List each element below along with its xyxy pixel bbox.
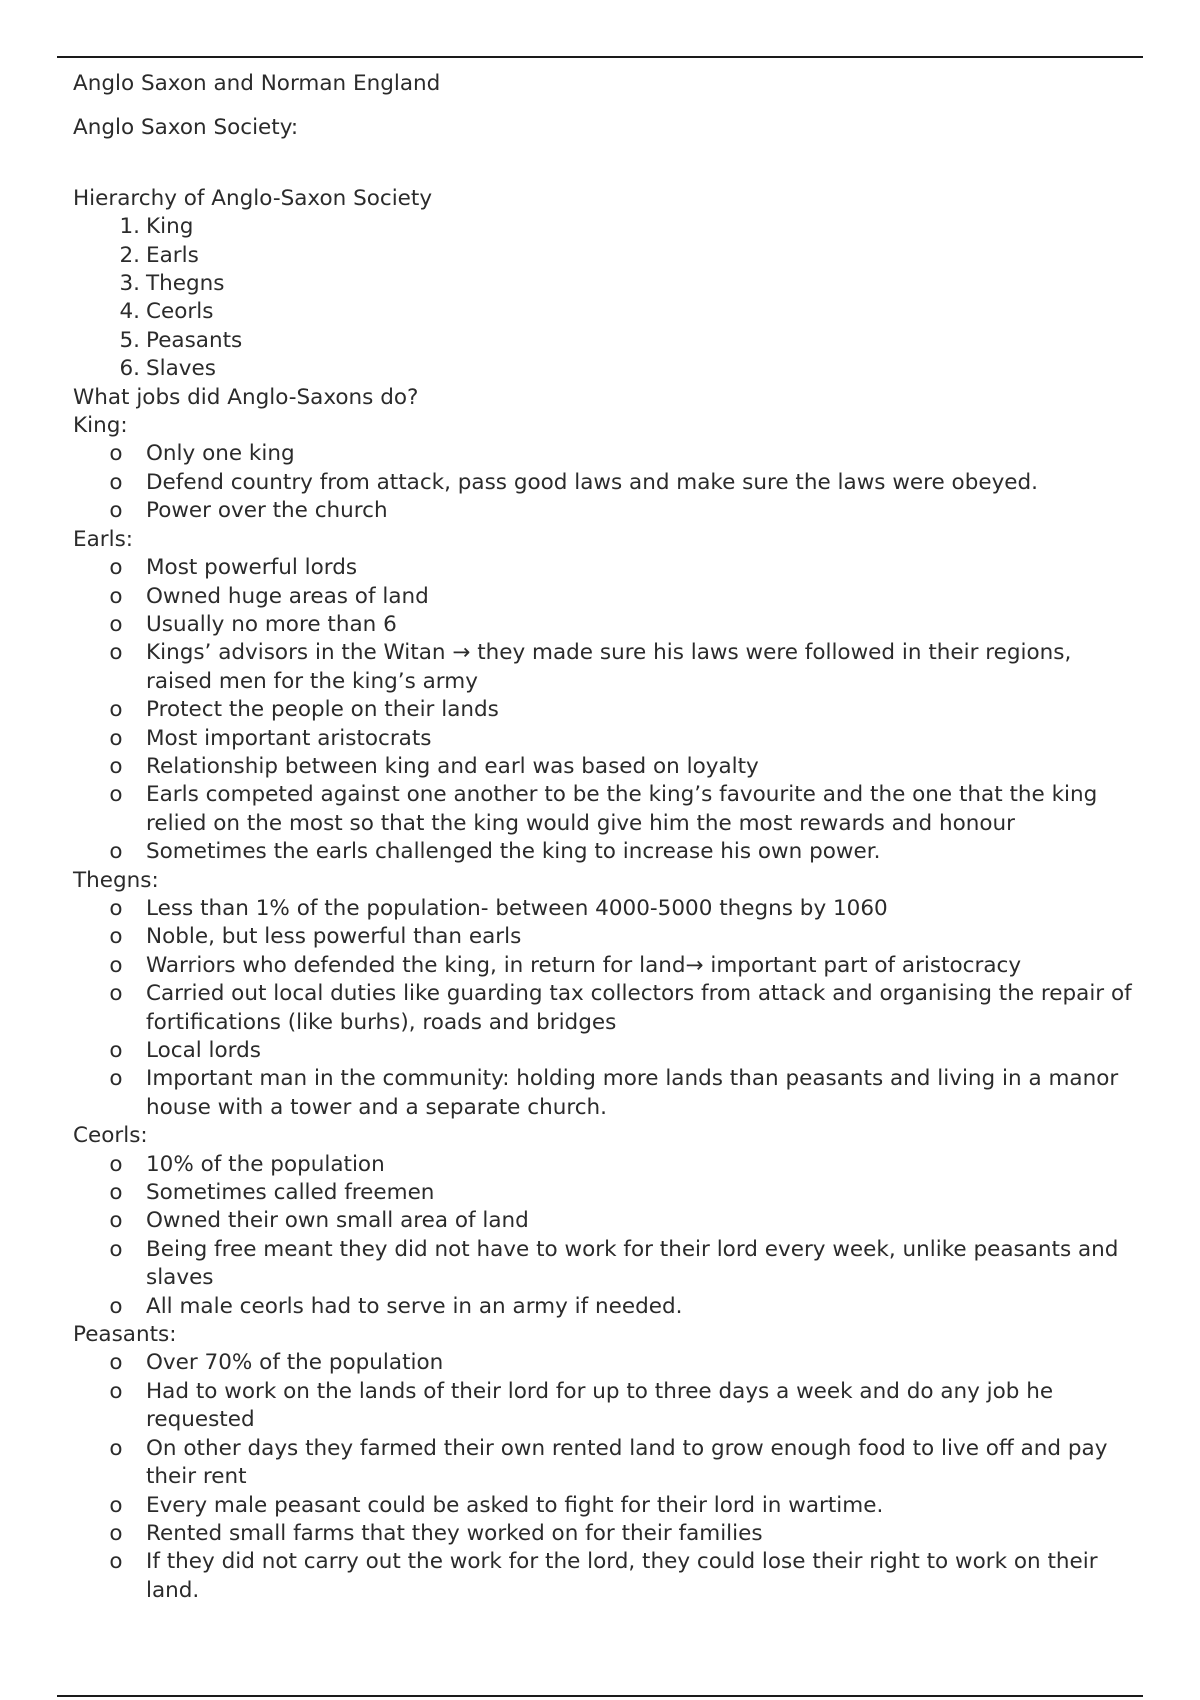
list-item-text: Usually no more than 6 bbox=[146, 611, 397, 637]
list-item-text: Power over the church bbox=[146, 498, 388, 524]
bullet-icon: o bbox=[109, 1038, 123, 1063]
bottom-rule bbox=[57, 1695, 1143, 1697]
list-item bbox=[73, 753, 1143, 781]
list-item bbox=[73, 583, 1143, 611]
hierarchy-item bbox=[73, 242, 1143, 270]
list-item bbox=[73, 1378, 1143, 1435]
role-sections bbox=[73, 412, 1143, 1605]
list-item-text: Owned huge areas of land bbox=[146, 583, 429, 609]
bullet-icon: o bbox=[109, 753, 123, 779]
list-item bbox=[73, 1065, 1143, 1122]
bullet-icon: o bbox=[109, 782, 123, 808]
section-bullet-list bbox=[73, 1151, 1143, 1321]
list-item-text: Important man in the community: holding more lands than peasants and living in a manor house with a tower and a separate church. bbox=[146, 1066, 1119, 1120]
bullet-icon: o bbox=[109, 611, 123, 637]
hierarchy-list bbox=[73, 213, 1143, 383]
list-item bbox=[73, 554, 1143, 582]
list-item-text: Sometimes called freemen bbox=[146, 1180, 435, 1206]
bullet-icon: o bbox=[109, 697, 123, 723]
bullet-icon: o bbox=[109, 1435, 123, 1461]
list-number: 1. bbox=[119, 214, 140, 240]
bullet-icon: o bbox=[109, 981, 123, 1007]
list-item-text: Relationship between king and earl was based on loyalty bbox=[146, 753, 759, 779]
bullet-icon: o bbox=[109, 725, 123, 751]
list-item-text: Over 70% of the population bbox=[146, 1350, 444, 1376]
list-item-text: All male ceorls had to serve in an army if needed. bbox=[146, 1293, 683, 1319]
hierarchy-item-label: Ceorls bbox=[146, 299, 214, 325]
bullet-icon: o bbox=[109, 839, 123, 865]
list-item bbox=[73, 696, 1143, 724]
list-item bbox=[73, 1037, 1143, 1065]
list-number: 2. bbox=[119, 242, 140, 268]
bullet-icon: o bbox=[109, 1180, 123, 1206]
hierarchy-item bbox=[73, 213, 1143, 241]
bullet-icon: o bbox=[109, 924, 123, 950]
bullet-icon: o bbox=[109, 1350, 123, 1376]
document-subtitle: Anglo Saxon Society: bbox=[73, 115, 299, 141]
list-item-text: Local lords bbox=[146, 1038, 261, 1063]
list-item-text: Defend country from attack, pass good laws and make sure the laws were obeyed. bbox=[146, 469, 1039, 495]
list-item-text: 10% of the population bbox=[146, 1151, 385, 1177]
bullet-icon: o bbox=[109, 640, 123, 666]
document-body bbox=[73, 70, 1143, 1605]
bullet-icon: o bbox=[109, 1378, 123, 1404]
bullet-icon: o bbox=[109, 1549, 123, 1575]
bullet-icon: o bbox=[109, 952, 123, 978]
section-heading: Ceorls: bbox=[73, 1123, 148, 1149]
list-item bbox=[73, 1179, 1143, 1207]
list-number: 5. bbox=[119, 327, 140, 353]
section-heading: Thegns: bbox=[73, 867, 159, 893]
hierarchy-item bbox=[73, 270, 1143, 298]
bullet-icon: o bbox=[109, 1066, 123, 1092]
top-rule bbox=[57, 56, 1143, 58]
list-item-text: Owned their own small area of land bbox=[146, 1208, 529, 1234]
list-item bbox=[73, 725, 1143, 753]
list-item bbox=[73, 1435, 1143, 1492]
list-item bbox=[73, 923, 1143, 951]
hierarchy-item bbox=[73, 298, 1143, 326]
bullet-icon: o bbox=[109, 1520, 123, 1546]
bullet-icon: o bbox=[109, 555, 123, 581]
section-bullet-list bbox=[73, 1349, 1143, 1605]
list-number: 6. bbox=[119, 356, 140, 382]
list-item-text: Warriors who defended the king, in return for land→ important part of aristocracy bbox=[146, 952, 1022, 978]
list-item-text: Kings’ advisors in the Witan → they made sure his laws were followed in their regions, raised men for the king’s army bbox=[146, 640, 1072, 694]
hierarchy-item-label: Earls bbox=[146, 242, 199, 268]
list-item bbox=[73, 1349, 1143, 1377]
list-item-text: Most important aristocrats bbox=[146, 725, 432, 751]
section-heading: King: bbox=[73, 413, 128, 439]
document-title: Anglo Saxon and Norman England bbox=[73, 71, 441, 96]
hierarchy-item-label: King bbox=[146, 214, 194, 240]
hierarchy-item-label: Slaves bbox=[146, 356, 216, 382]
list-item-text: Every male peasant could be asked to fight for their lord in wartime. bbox=[146, 1492, 884, 1518]
list-number: 4. bbox=[119, 299, 140, 325]
bullet-icon: o bbox=[109, 1293, 123, 1319]
section-bullet-list bbox=[73, 554, 1143, 866]
list-item bbox=[73, 469, 1143, 497]
section-bullet-list bbox=[73, 895, 1143, 1122]
list-item bbox=[73, 1236, 1143, 1293]
list-item-text: Noble, but less powerful than earls bbox=[146, 924, 522, 950]
list-item-text: Had to work on the lands of their lord for up to three days a week and do any job he requested bbox=[146, 1378, 1054, 1433]
list-item-text: On other days they farmed their own rented land to grow enough food to live off and pay their rent bbox=[146, 1435, 1108, 1490]
jobs-question: What jobs did Anglo-Saxons do? bbox=[73, 384, 419, 410]
bullet-icon: o bbox=[109, 498, 123, 524]
list-item bbox=[73, 781, 1143, 838]
list-item bbox=[73, 497, 1143, 525]
list-item bbox=[73, 1151, 1143, 1179]
list-item bbox=[73, 611, 1143, 639]
list-item bbox=[73, 1492, 1143, 1520]
bullet-icon: o bbox=[109, 1236, 123, 1262]
list-item-text: Carried out local duties like guarding tax collectors from attack and organising the repair of fortifications (like burhs), roads and bridges bbox=[146, 981, 1132, 1035]
bullet-icon: o bbox=[109, 441, 123, 467]
list-item bbox=[73, 639, 1143, 696]
bullet-icon: o bbox=[109, 583, 123, 609]
list-item-text: Only one king bbox=[146, 441, 295, 467]
list-item-text: Rented small farms that they worked on for their families bbox=[146, 1520, 763, 1546]
list-item bbox=[73, 1207, 1143, 1235]
hierarchy-item-label: Thegns bbox=[146, 271, 225, 297]
section-heading: Peasants: bbox=[73, 1322, 177, 1348]
list-item-text: Most powerful lords bbox=[146, 555, 358, 581]
bullet-icon: o bbox=[109, 1208, 123, 1234]
hierarchy-item bbox=[73, 355, 1143, 383]
list-item bbox=[73, 1520, 1143, 1548]
section-heading: Earls: bbox=[73, 526, 134, 552]
list-number: 3. bbox=[119, 271, 140, 297]
list-item bbox=[73, 838, 1143, 866]
list-item-text: Earls competed against one another to be the king’s favourite and the one that the king relied on the most so that the king would give him the most rewards and honour bbox=[146, 782, 1098, 836]
list-item bbox=[73, 1293, 1143, 1321]
list-item bbox=[73, 440, 1143, 468]
hierarchy-item-label: Peasants bbox=[146, 327, 243, 353]
list-item-text: Protect the people on their lands bbox=[146, 697, 499, 723]
hierarchy-item bbox=[73, 327, 1143, 355]
bullet-icon: o bbox=[109, 895, 123, 921]
list-item bbox=[73, 895, 1143, 923]
list-item-text: Less than 1% of the population- between 4000-5000 thegns by 1060 bbox=[146, 895, 888, 921]
list-item bbox=[73, 980, 1143, 1037]
list-item-text: Sometimes the earls challenged the king to increase his own power. bbox=[146, 839, 881, 865]
list-item bbox=[73, 952, 1143, 980]
section-bullet-list bbox=[73, 440, 1143, 525]
hierarchy-heading: Hierarchy of Anglo-Saxon Society bbox=[73, 185, 433, 211]
list-item-text: If they did not carry out the work for the lord, they could lose their right to work on their land. bbox=[146, 1549, 1098, 1603]
bullet-icon: o bbox=[109, 1492, 123, 1518]
bullet-icon: o bbox=[109, 469, 123, 495]
list-item bbox=[73, 1548, 1143, 1605]
bullet-icon: o bbox=[109, 1151, 123, 1177]
list-item-text: Being free meant they did not have to work for their lord every week, unlike peasants and slaves bbox=[146, 1236, 1119, 1291]
